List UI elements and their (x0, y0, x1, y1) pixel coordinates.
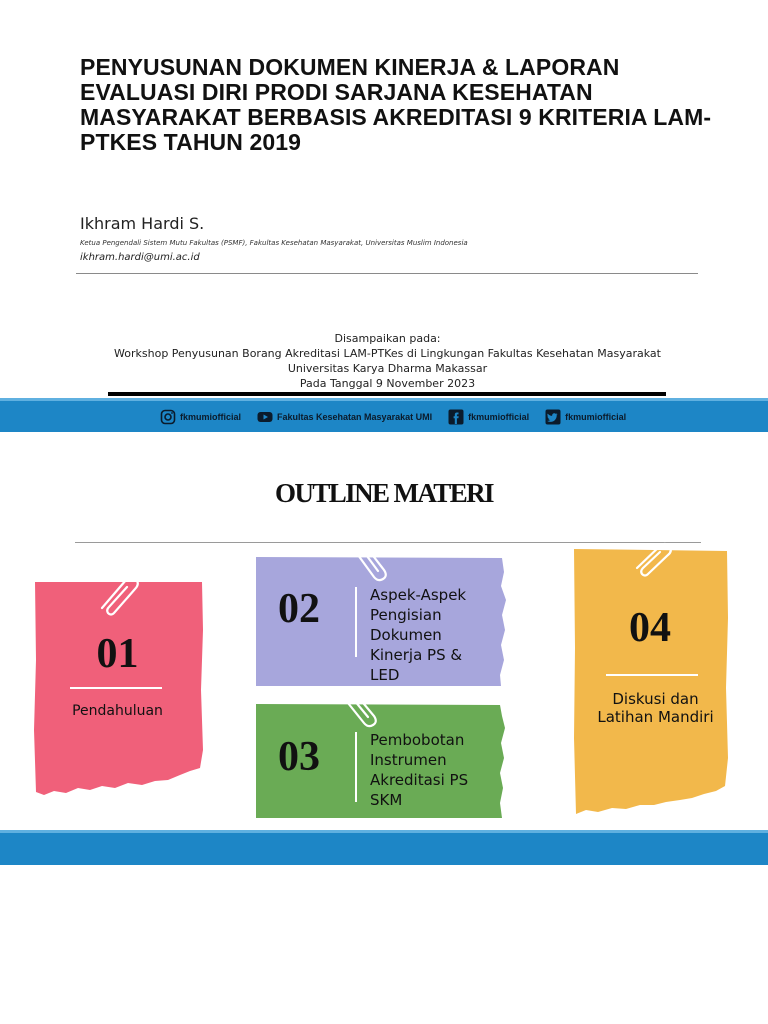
event-date: Pada Tanggal 9 November 2023 (299, 377, 476, 390)
facebook-icon (448, 409, 464, 425)
card-01-divider (70, 687, 162, 689)
card-02-number: 02 (278, 586, 320, 632)
event-venue: Universitas Karya Dharma Makassar (287, 362, 488, 375)
card-01-number: 01 (96, 631, 139, 677)
divider (76, 273, 698, 274)
social-links (160, 407, 638, 427)
card-01-text: Pendahuluan (72, 703, 163, 719)
youtube-channel[interactable]: Fakultas Kesehatan Masyarakat UMI (277, 412, 433, 422)
card-04-divider (606, 674, 698, 676)
thick-divider (108, 392, 666, 396)
card-03-text: Pembobotan Instrumen Akreditasi PS SKM (370, 731, 469, 809)
event-info (60, 331, 715, 391)
author-name: Ikhram Hardi S. (80, 214, 205, 233)
outline-heading: OUTLINE MATERI (275, 478, 493, 508)
youtube-icon (257, 409, 273, 425)
author-affiliation: Ketua Pengendali Sistem Mutu Fakultas (PSMF), Fakultas Kesehatan Masyarakat, Universitas Muslim Indonesia (80, 239, 468, 247)
card-04-number: 04 (629, 605, 671, 651)
card-03-number: 03 (278, 734, 320, 780)
card-03-divider (355, 732, 357, 802)
card-04 (570, 538, 732, 816)
title-slide (0, 0, 768, 432)
footer-bar (0, 833, 768, 865)
event-intro: Disampaikan pada: (334, 332, 441, 345)
presentation-title: PENYUSUNAN DOKUMEN KINERJA & LAPORAN EVALUASI DIRI PRODI SARJANA KESEHATAN MASYARAKAT BERBASIS AKREDITASI 9 KRITERIA LAM-PTKES TAHUN 2019 (80, 54, 712, 155)
card-01 (30, 570, 210, 802)
instagram-handle[interactable]: fkmumiofficial (180, 412, 242, 422)
event-name: Workshop Penyusunan Borang Akreditasi LAM-PTKes di Lingkungan Fakultas Kesehatan Masyarakat (114, 347, 661, 360)
card-02-text: Aspek-Aspek Pengisian Dokumen Kinerja PS & LED (370, 586, 467, 684)
twitter-icon (545, 409, 561, 425)
card-02-divider (355, 587, 357, 657)
author-email: ikhram.hardi@umi.ac.id (80, 252, 200, 263)
twitter-handle[interactable]: fkmumiofficial (565, 412, 627, 422)
card-04-text: Diskusi dan Latihan Mandiri (597, 690, 714, 726)
instagram-icon (160, 409, 176, 425)
facebook-handle[interactable]: fkmumiofficial (468, 412, 530, 422)
